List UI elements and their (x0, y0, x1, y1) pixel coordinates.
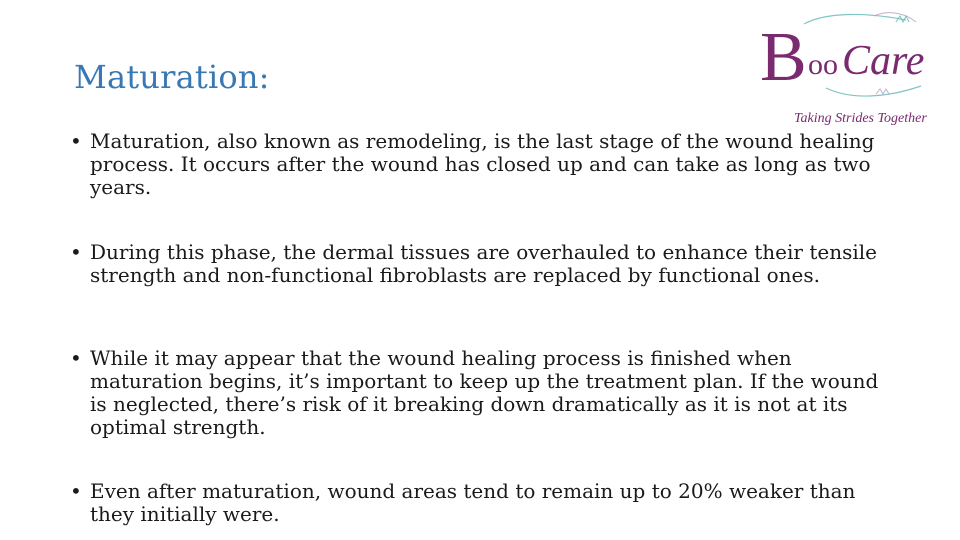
logo-letters-oo: oo (808, 48, 838, 81)
bullet-dot: • (70, 479, 82, 503)
bullet-item (70, 347, 900, 439)
bullet-text: Even after maturation, wound areas tend to remain up to 20% weaker than they initially were. (90, 479, 856, 526)
boocare-logo (756, 8, 941, 136)
bullet-text: Maturation, also known as remodeling, is the last stage of the wound healing process. It occurs after the wound has closed up and can take as long as two years. (90, 129, 875, 199)
logo-letter-b: B (760, 19, 807, 96)
bullet-dot: • (70, 129, 82, 153)
logo-tagline: Taking Strides Together (794, 111, 927, 126)
bullet-text: While it may appear that the wound healing process is finished when maturation begins, it’s important to keep up the treatment plan. If the wound is neglected, there’s risk of it breaking down dramatically as it is not at its optimal strength. (90, 346, 879, 439)
slide-title: Maturation: (74, 58, 270, 96)
bullet-dot: • (70, 240, 82, 264)
bullet-item (70, 241, 900, 287)
bullet-item (70, 480, 900, 526)
logo-word-care: Care (842, 38, 925, 84)
bullet-text: During this phase, the dermal tissues are overhauled to enhance their tensile strength and non-functional fibroblasts are replaced by functional ones. (90, 240, 877, 287)
bullet-item (70, 130, 900, 199)
bullet-dot: • (70, 346, 82, 370)
